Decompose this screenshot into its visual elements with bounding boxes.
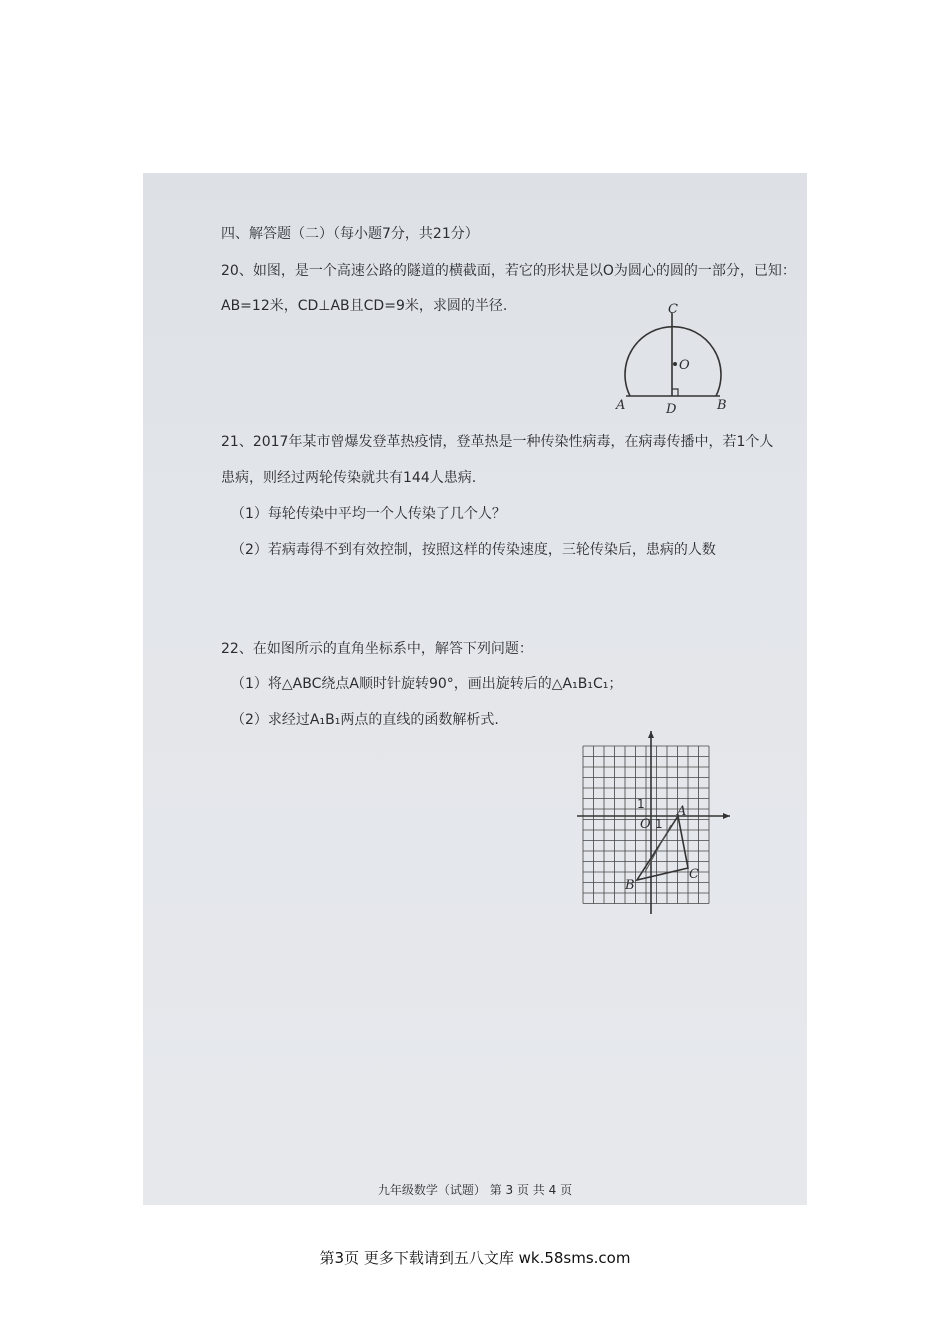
q21-text-line2: 患病，则经过两轮传染就共有144人患病. <box>221 470 477 486</box>
q22-part1: （1）将△ABC绕点A顺时针旋转90°，画出旋转后的△A₁B₁C₁； <box>231 676 623 692</box>
q21-part1: （1）每轮传染中平均一个人传染了几个人？ <box>231 506 506 522</box>
page-footer: 九年级数学（试题） 第 3 页 共 4 页 <box>377 1183 573 1197</box>
label-point-c: C <box>689 867 699 882</box>
label-o: O <box>679 358 690 373</box>
label-point-a: A <box>677 804 687 819</box>
q22-part2: （2）求经过A₁B₁两点的直线的函数解析式. <box>231 712 499 728</box>
right-angle-mark <box>672 389 678 396</box>
q20-text-line2: AB=12米，CD⊥AB且CD=9米，求圆的半径. <box>221 298 508 314</box>
label-one-x: 1 <box>655 817 663 831</box>
label-a: A <box>616 398 626 413</box>
q22-text-line1: 22、在如图所示的直角坐标系中，解答下列问题： <box>221 641 533 657</box>
coordinate-grid-figure <box>575 729 735 919</box>
label-one-y: 1 <box>637 797 645 811</box>
label-c: C <box>668 302 678 317</box>
label-point-b: B <box>625 878 635 893</box>
label-b: B <box>717 398 727 413</box>
tunnel-figure <box>613 301 733 416</box>
section-title: 四、解答题（二）（每小题7分，共21分） <box>221 226 479 242</box>
label-origin: O <box>640 817 651 832</box>
tunnel-arc <box>625 327 721 396</box>
center-point <box>673 362 677 366</box>
document-footer: 第3页 更多下载请到五八文库 wk.58sms.com <box>319 1249 631 1267</box>
scanned-page <box>143 173 807 1205</box>
q21-part2: （2）若病毒得不到有效控制，按照这样的传染速度，三轮传染后，患病的人数 <box>231 542 716 558</box>
q21-text-line1: 21、2017年某市曾爆发登革热疫情，登革热是一种传染性病毒，在病毒传播中，若1个人 <box>221 434 774 450</box>
y-axis-arrow <box>648 731 654 738</box>
x-axis-arrow <box>723 813 730 819</box>
label-d: D <box>666 402 677 416</box>
q20-text-line1: 20、如图，是一个高速公路的隧道的横截面，若它的形状是以O为圆心的圆的一部分，已知： <box>221 263 796 279</box>
